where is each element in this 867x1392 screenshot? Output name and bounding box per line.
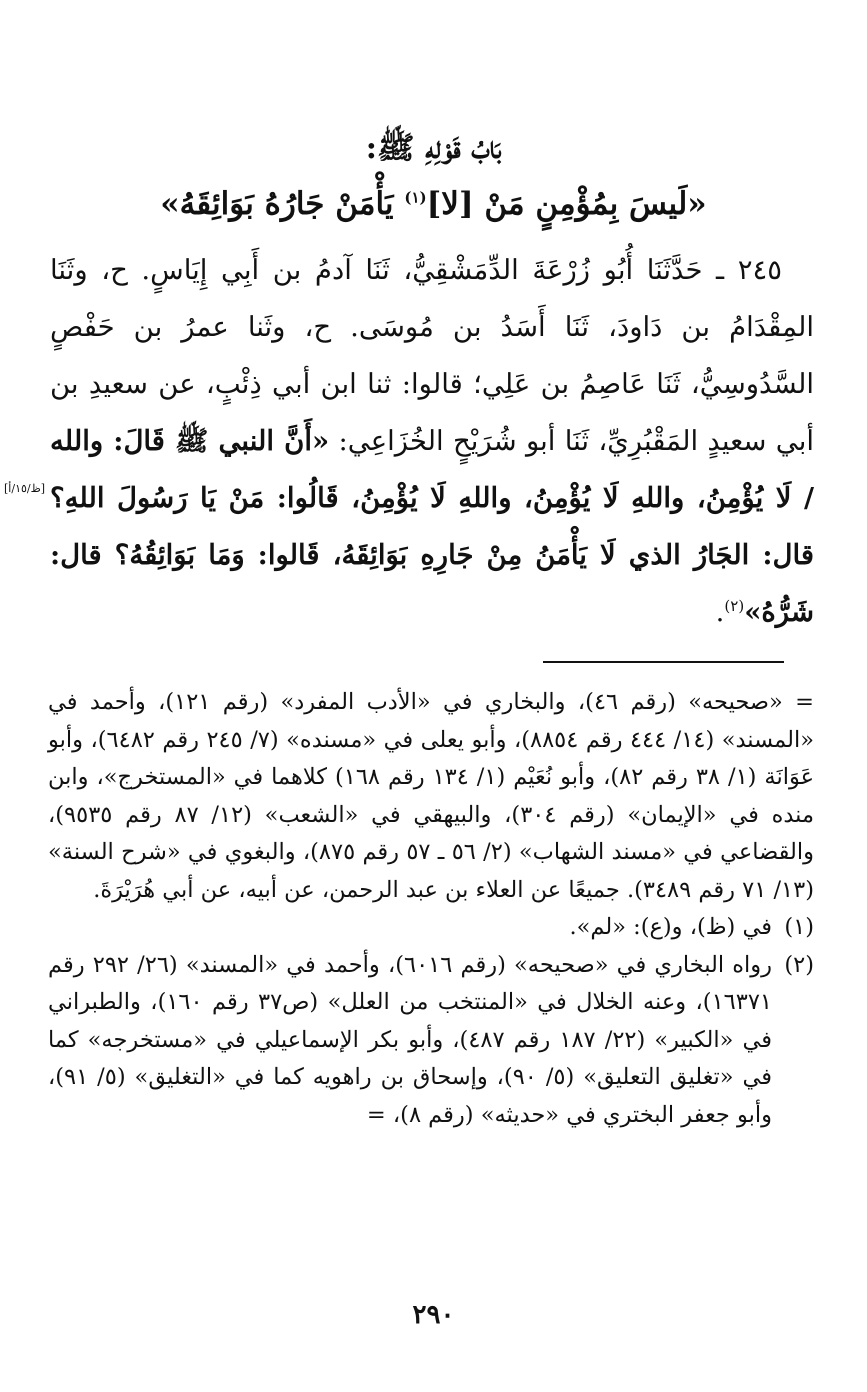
footnote-2-number: (٢) xyxy=(784,951,814,978)
manuscript-folio-marker: [ظ/١٥/أ] xyxy=(4,482,46,495)
footnote-1 xyxy=(48,909,814,947)
footnote-1-text: في (ظ)، و(ع): «لم». xyxy=(569,914,772,940)
chapter-subtitle xyxy=(60,176,807,232)
hadith-matn: «أَنَّ النبي ﷺ قَالَ: والله / لَا يُؤْمِنُ، واللهِ لَا يُؤْمِنُ، واللهِ لَا يُؤْمِنُ، قَالُوا: مَنْ يَا رَسُولَ اللهِ؟ قال: الجَارُ الذي لَا يَأْمَنُ مِنْ جَارِهِ بَوَائِقَهُ، قَالوا: وَمَا بَوَائِقُهُ؟ قال: شَرُّهُ» xyxy=(50,425,814,628)
footnote-2-text: رواه البخاري في «صحيحه» (رقم ٦٠١٦)، وأحمد في «المسند» (٢٦/ ٢٩٢ رقم ١٦٣٧١)، وعنه الخلال في «المنتخب من العلل» (ص٣٧ رقم ١٦٠)، والطبراني في «الكبير» (٢٢/ ١٨٧ رقم ٤٨٧)، وأبو بكر الإسماعيلي في «مستخرجه» كما في «تغليق التعليق» (٥/ ٩٠)، وإسحاق بن راهويه كما في «التغليق» (٥/ ٩١)، وأبو جعفر البختري في «حديثه» (رقم ٨)، = xyxy=(48,951,773,1128)
footnote-ref-1: (١) xyxy=(404,188,427,207)
hadith-paragraph xyxy=(50,242,814,641)
footnotes xyxy=(48,684,814,1134)
footnote-separator xyxy=(543,661,784,663)
chapter-subtitle-text-end: يَأْمَنْ جَارُهُ بَوَائِقَهُ» xyxy=(160,186,405,222)
footnote-1-number: (١) xyxy=(784,914,814,940)
hadith-text xyxy=(50,242,814,641)
chapter-title: بَابُ قَوْلِهِ ﷺ: xyxy=(365,130,502,166)
footnote-ref-2: (٢) xyxy=(724,596,745,615)
chapter-heading xyxy=(60,120,807,232)
page-number: ٢٩٠ xyxy=(412,1300,455,1330)
footnote-continuation: = «صحيحه» (رقم ٤٦)، والبخاري في «الأدب المفرد» (رقم ١٢١)، وأحمد في «المسند» (١٤/ ٤٤٤ رقم ٨٨٥٤)، وأبو يعلى في «مسنده» (٧/ ٢٤٥ رقم ٦٤٨٢)، وأبو عَوَانَة (١/ ٣٨ رقم ٨٢)، وأبو نُعَيْم (١/ ١٣٤ رقم ١٦٨) كلاهما في «المستخرج»، وابن منده في «الإيمان» (رقم ٣٠٤)، والبيهقي في «الشعب» (١٢/ ٨٧ رقم ٩٥٣٥)، والقضاعي في «مسند الشهاب» (٢/ ٥٦ ـ ٥٧ رقم ٨٧٥)، والبغوي في «شرح السنة» (١٣/ ٧١ رقم ٣٤٨٩). جميعًا عن العلاء بن عبد الرحمن، عن أبيه، عن أبي هُرَيْرَةَ. xyxy=(48,689,815,903)
hadith-chain: ٢٤٥ ـ حَدَّثَنَا أُبُو زُرْعَةَ الدِّمَشْقِيُّ، ثَنَا آدمُ بن أَبِي إِيَاسٍ. ح، وثَنَا المِقْدَامُ بن دَاودَ، ثَنَا أَسَدُ بن مُوسَى. ح، وثَنا عمرُ بن حَفْصٍ السَّدُوسِيُّ، ثَنَا عَاصِمُ بن عَلِي؛ قالوا: ثنا ابن أبي ذِئْبٍ، عن سعيدِ بن أبي سعيدٍ المَقْبُرِيِّ، ثَنَا أبو شُرَيْحٍ الخُزَاعِي: xyxy=(50,254,814,457)
chapter-subtitle-text: «لَيسَ بِمُؤْمِنٍ مَنْ [لا] xyxy=(426,186,707,222)
hadith-end: . xyxy=(715,596,725,628)
footnote-2 xyxy=(48,947,814,1135)
